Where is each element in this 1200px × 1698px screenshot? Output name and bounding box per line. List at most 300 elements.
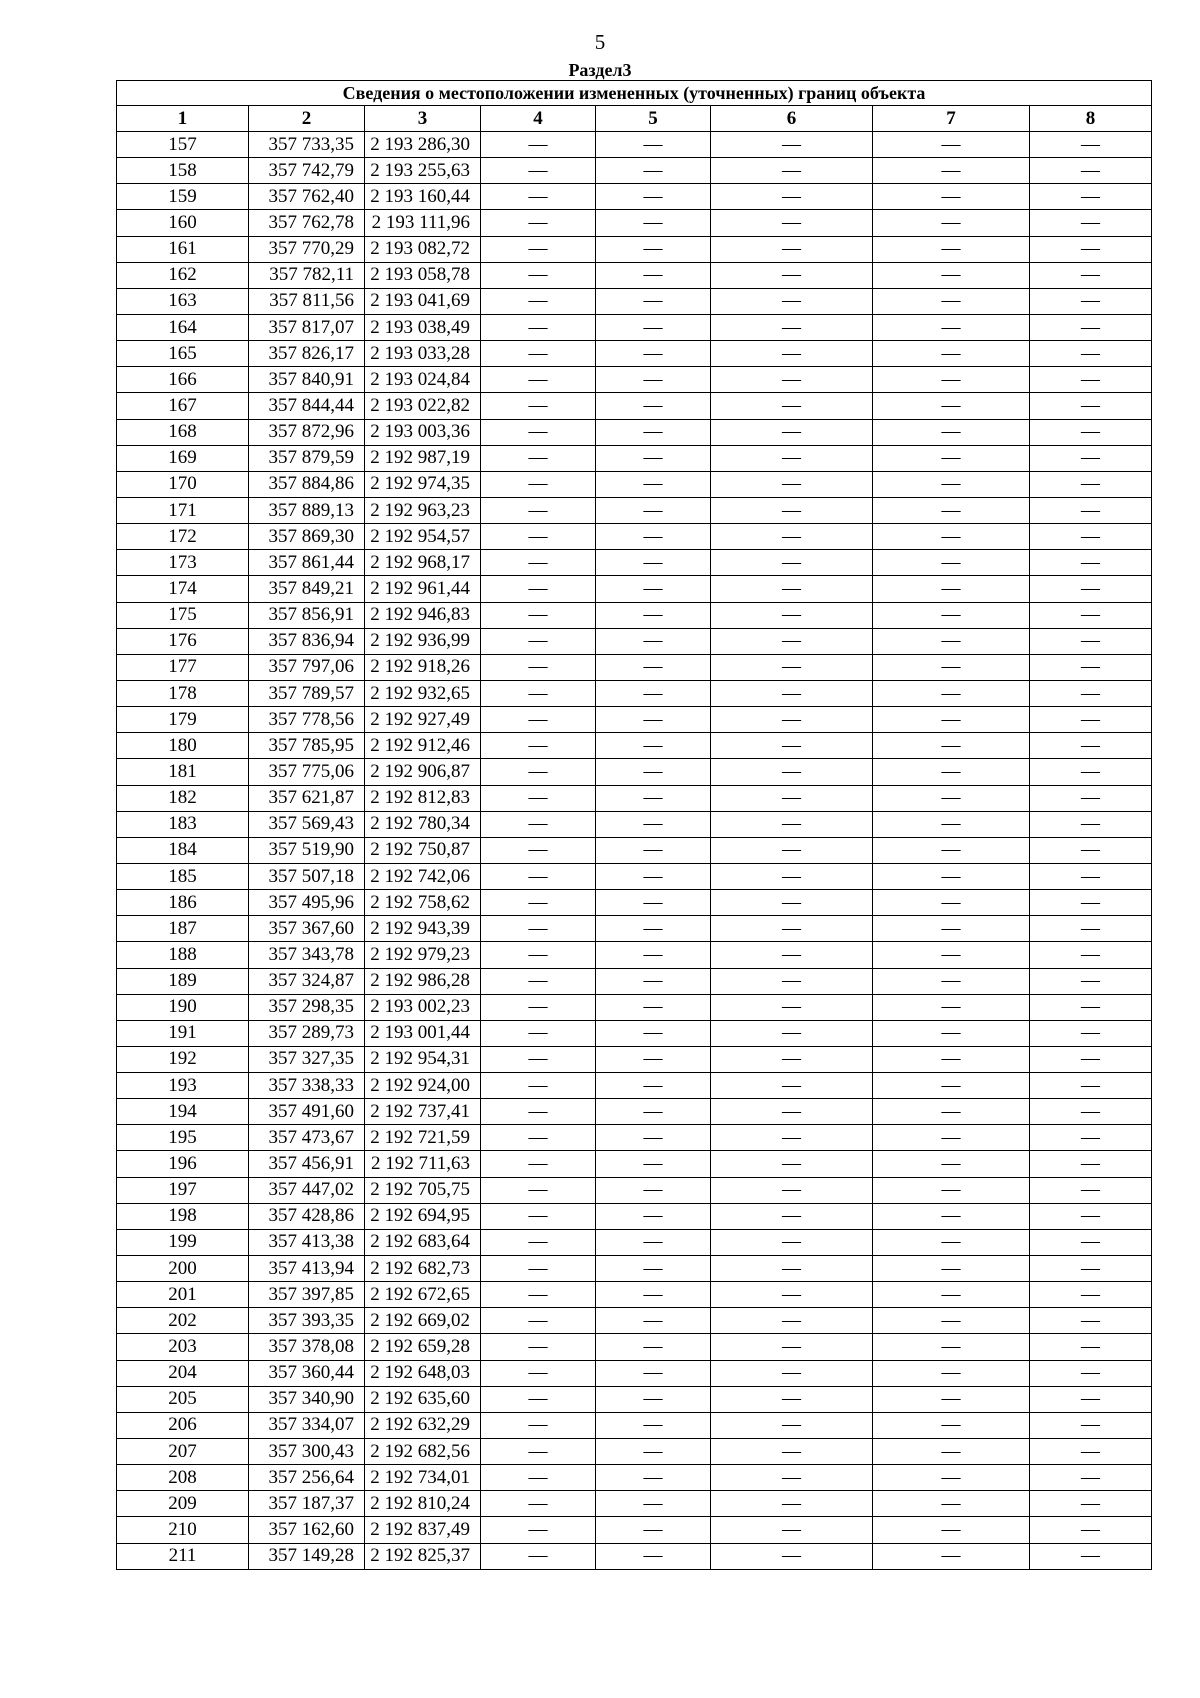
empty-mark-cell: —	[711, 837, 873, 863]
table-row	[117, 1282, 1152, 1308]
empty-mark-cell: —	[711, 524, 873, 550]
table-row	[117, 1386, 1152, 1412]
empty-mark-cell: —	[711, 1465, 873, 1491]
empty-mark-cell: —	[873, 916, 1030, 942]
empty-mark-cell: —	[596, 497, 711, 523]
empty-mark-cell: —	[711, 1177, 873, 1203]
empty-mark-cell: —	[596, 811, 711, 837]
x-coordinate-cell: 357 872,96	[249, 419, 365, 445]
x-coordinate-cell: 357 393,35	[249, 1308, 365, 1334]
y-coordinate-cell: 2 192 721,59	[365, 1125, 481, 1151]
x-coordinate-cell: 357 836,94	[249, 628, 365, 654]
table-row	[117, 1256, 1152, 1282]
point-number-cell: 203	[117, 1334, 249, 1360]
empty-mark-cell: —	[1030, 393, 1152, 419]
empty-mark-cell: —	[873, 968, 1030, 994]
x-coordinate-cell: 357 491,60	[249, 1099, 365, 1125]
empty-mark-cell: —	[596, 1308, 711, 1334]
empty-mark-cell: —	[596, 654, 711, 680]
empty-mark-cell: —	[1030, 1334, 1152, 1360]
empty-mark-cell: —	[596, 1099, 711, 1125]
x-coordinate-cell: 357 519,90	[249, 837, 365, 863]
x-coordinate-cell: 357 507,18	[249, 863, 365, 889]
y-coordinate-cell: 2 193 255,63	[365, 158, 481, 184]
x-coordinate-cell: 357 360,44	[249, 1360, 365, 1386]
empty-mark-cell: —	[1030, 471, 1152, 497]
point-number-cell: 181	[117, 759, 249, 785]
empty-mark-cell: —	[481, 576, 596, 602]
empty-mark-cell: —	[596, 210, 711, 236]
empty-mark-cell: —	[481, 158, 596, 184]
empty-mark-cell: —	[873, 1151, 1030, 1177]
empty-mark-cell: —	[596, 1125, 711, 1151]
empty-mark-cell: —	[711, 733, 873, 759]
empty-mark-cell: —	[481, 654, 596, 680]
table-row	[117, 236, 1152, 262]
empty-mark-cell: —	[711, 288, 873, 314]
empty-mark-cell: —	[1030, 811, 1152, 837]
point-number-cell: 200	[117, 1256, 249, 1282]
x-coordinate-cell: 357 733,35	[249, 132, 365, 158]
point-number-cell: 207	[117, 1439, 249, 1465]
empty-mark-cell: —	[873, 1517, 1030, 1543]
empty-mark-cell: —	[596, 288, 711, 314]
point-number-cell: 173	[117, 550, 249, 576]
empty-mark-cell: —	[1030, 419, 1152, 445]
table-row	[117, 1046, 1152, 1072]
table-row	[117, 367, 1152, 393]
x-coordinate-cell: 357 300,43	[249, 1439, 365, 1465]
empty-mark-cell: —	[873, 837, 1030, 863]
empty-mark-cell: —	[1030, 236, 1152, 262]
point-number-cell: 177	[117, 654, 249, 680]
coordinates-table	[116, 80, 1152, 1570]
table-row	[117, 524, 1152, 550]
empty-mark-cell: —	[596, 1282, 711, 1308]
empty-mark-cell: —	[596, 1177, 711, 1203]
empty-mark-cell: —	[481, 1386, 596, 1412]
y-coordinate-cell: 2 192 974,35	[365, 471, 481, 497]
y-coordinate-cell: 2 192 734,01	[365, 1465, 481, 1491]
empty-mark-cell: —	[481, 341, 596, 367]
y-coordinate-cell: 2 193 003,36	[365, 419, 481, 445]
empty-mark-cell: —	[481, 1256, 596, 1282]
empty-mark-cell: —	[596, 680, 711, 706]
empty-mark-cell: —	[481, 707, 596, 733]
empty-mark-cell: —	[1030, 1465, 1152, 1491]
empty-mark-cell: —	[1030, 445, 1152, 471]
empty-mark-cell: —	[1030, 550, 1152, 576]
x-coordinate-cell: 357 840,91	[249, 367, 365, 393]
empty-mark-cell: —	[1030, 968, 1152, 994]
empty-mark-cell: —	[711, 1491, 873, 1517]
y-coordinate-cell: 2 193 160,44	[365, 184, 481, 210]
point-number-cell: 201	[117, 1282, 249, 1308]
empty-mark-cell: —	[873, 1491, 1030, 1517]
table-caption: Сведения о местоположении измененных (уточненных) границ объекта	[117, 81, 1152, 106]
y-coordinate-cell: 2 193 038,49	[365, 314, 481, 340]
y-coordinate-cell: 2 192 683,64	[365, 1229, 481, 1255]
empty-mark-cell: —	[596, 1412, 711, 1438]
point-number-cell: 190	[117, 994, 249, 1020]
x-coordinate-cell: 357 826,17	[249, 341, 365, 367]
empty-mark-cell: —	[1030, 1360, 1152, 1386]
empty-mark-cell: —	[711, 419, 873, 445]
empty-mark-cell: —	[711, 184, 873, 210]
empty-mark-cell: —	[1030, 132, 1152, 158]
empty-mark-cell: —	[873, 471, 1030, 497]
point-number-cell: 188	[117, 942, 249, 968]
empty-mark-cell: —	[873, 288, 1030, 314]
y-coordinate-cell: 2 192 635,60	[365, 1386, 481, 1412]
empty-mark-cell: —	[596, 707, 711, 733]
table-row	[117, 1334, 1152, 1360]
empty-mark-cell: —	[711, 916, 873, 942]
empty-mark-cell: —	[596, 576, 711, 602]
empty-mark-cell: —	[596, 1517, 711, 1543]
empty-mark-cell: —	[873, 707, 1030, 733]
empty-mark-cell: —	[481, 236, 596, 262]
x-coordinate-cell: 357 413,38	[249, 1229, 365, 1255]
x-coordinate-cell: 357 889,13	[249, 497, 365, 523]
empty-mark-cell: —	[1030, 890, 1152, 916]
table-row	[117, 759, 1152, 785]
y-coordinate-cell: 2 193 024,84	[365, 367, 481, 393]
empty-mark-cell: —	[1030, 1491, 1152, 1517]
empty-mark-cell: —	[873, 367, 1030, 393]
table-body	[117, 132, 1152, 1570]
empty-mark-cell: —	[596, 314, 711, 340]
empty-mark-cell: —	[873, 1308, 1030, 1334]
empty-mark-cell: —	[711, 1229, 873, 1255]
y-coordinate-cell: 2 192 682,56	[365, 1439, 481, 1465]
empty-mark-cell: —	[873, 1256, 1030, 1282]
point-number-cell: 176	[117, 628, 249, 654]
point-number-cell: 202	[117, 1308, 249, 1334]
empty-mark-cell: —	[873, 1203, 1030, 1229]
empty-mark-cell: —	[873, 1439, 1030, 1465]
empty-mark-cell: —	[711, 132, 873, 158]
empty-mark-cell: —	[873, 445, 1030, 471]
y-coordinate-cell: 2 192 912,46	[365, 733, 481, 759]
point-number-cell: 211	[117, 1543, 249, 1569]
empty-mark-cell: —	[711, 393, 873, 419]
empty-mark-cell: —	[1030, 785, 1152, 811]
empty-mark-cell: —	[1030, 1308, 1152, 1334]
table-row	[117, 1465, 1152, 1491]
x-coordinate-cell: 357 378,08	[249, 1334, 365, 1360]
empty-mark-cell: —	[873, 654, 1030, 680]
point-number-cell: 169	[117, 445, 249, 471]
table-row	[117, 1439, 1152, 1465]
point-number-cell: 178	[117, 680, 249, 706]
point-number-cell: 206	[117, 1412, 249, 1438]
empty-mark-cell: —	[596, 132, 711, 158]
empty-mark-cell: —	[711, 550, 873, 576]
empty-mark-cell: —	[1030, 837, 1152, 863]
y-coordinate-cell: 2 192 979,23	[365, 942, 481, 968]
empty-mark-cell: —	[481, 367, 596, 393]
empty-mark-cell: —	[711, 1203, 873, 1229]
empty-mark-cell: —	[711, 314, 873, 340]
x-coordinate-cell: 357 162,60	[249, 1517, 365, 1543]
y-coordinate-cell: 2 192 954,31	[365, 1046, 481, 1072]
y-coordinate-cell: 2 192 837,49	[365, 1517, 481, 1543]
empty-mark-cell: —	[711, 1412, 873, 1438]
x-coordinate-cell: 357 149,28	[249, 1543, 365, 1569]
empty-mark-cell: —	[596, 1151, 711, 1177]
column-header: 3	[365, 106, 481, 132]
empty-mark-cell: —	[481, 445, 596, 471]
empty-mark-cell: —	[873, 890, 1030, 916]
point-number-cell: 208	[117, 1465, 249, 1491]
empty-mark-cell: —	[596, 837, 711, 863]
empty-mark-cell: —	[596, 471, 711, 497]
empty-mark-cell: —	[481, 680, 596, 706]
empty-mark-cell: —	[481, 132, 596, 158]
empty-mark-cell: —	[596, 1439, 711, 1465]
x-coordinate-cell: 357 844,44	[249, 393, 365, 419]
table-row	[117, 393, 1152, 419]
empty-mark-cell: —	[1030, 262, 1152, 288]
table-row	[117, 471, 1152, 497]
empty-mark-cell: —	[481, 1282, 596, 1308]
y-coordinate-cell: 2 192 705,75	[365, 1177, 481, 1203]
point-number-cell: 159	[117, 184, 249, 210]
x-coordinate-cell: 357 621,87	[249, 785, 365, 811]
x-coordinate-cell: 357 367,60	[249, 916, 365, 942]
empty-mark-cell: —	[481, 1412, 596, 1438]
table-row	[117, 288, 1152, 314]
empty-mark-cell: —	[873, 341, 1030, 367]
x-coordinate-cell: 357 569,43	[249, 811, 365, 837]
empty-mark-cell: —	[596, 733, 711, 759]
table-row	[117, 994, 1152, 1020]
point-number-cell: 170	[117, 471, 249, 497]
table-row	[117, 1177, 1152, 1203]
empty-mark-cell: —	[873, 1125, 1030, 1151]
empty-mark-cell: —	[596, 1465, 711, 1491]
x-coordinate-cell: 357 789,57	[249, 680, 365, 706]
empty-mark-cell: —	[481, 1203, 596, 1229]
empty-mark-cell: —	[596, 445, 711, 471]
point-number-cell: 166	[117, 367, 249, 393]
empty-mark-cell: —	[1030, 1020, 1152, 1046]
table-row	[117, 1543, 1152, 1569]
y-coordinate-cell: 2 193 041,69	[365, 288, 481, 314]
empty-mark-cell: —	[596, 184, 711, 210]
table-row	[117, 811, 1152, 837]
y-coordinate-cell: 2 192 672,65	[365, 1282, 481, 1308]
y-coordinate-cell: 2 192 924,00	[365, 1073, 481, 1099]
empty-mark-cell: —	[481, 890, 596, 916]
table-row	[117, 341, 1152, 367]
empty-mark-cell: —	[711, 680, 873, 706]
empty-mark-cell: —	[873, 1465, 1030, 1491]
empty-mark-cell: —	[481, 785, 596, 811]
table-row	[117, 602, 1152, 628]
y-coordinate-cell: 2 192 632,29	[365, 1412, 481, 1438]
empty-mark-cell: —	[711, 1099, 873, 1125]
empty-mark-cell: —	[481, 210, 596, 236]
empty-mark-cell: —	[596, 158, 711, 184]
empty-mark-cell: —	[873, 628, 1030, 654]
empty-mark-cell: —	[1030, 1282, 1152, 1308]
x-coordinate-cell: 357 340,90	[249, 1386, 365, 1412]
empty-mark-cell: —	[711, 602, 873, 628]
y-coordinate-cell: 2 193 033,28	[365, 341, 481, 367]
point-number-cell: 179	[117, 707, 249, 733]
empty-mark-cell: —	[1030, 733, 1152, 759]
column-header: 5	[596, 106, 711, 132]
y-coordinate-cell: 2 192 742,06	[365, 863, 481, 889]
empty-mark-cell: —	[481, 497, 596, 523]
y-coordinate-cell: 2 192 943,39	[365, 916, 481, 942]
empty-mark-cell: —	[1030, 707, 1152, 733]
empty-mark-cell: —	[1030, 158, 1152, 184]
y-coordinate-cell: 2 193 022,82	[365, 393, 481, 419]
empty-mark-cell: —	[481, 1125, 596, 1151]
empty-mark-cell: —	[596, 1491, 711, 1517]
empty-mark-cell: —	[711, 785, 873, 811]
x-coordinate-cell: 357 856,91	[249, 602, 365, 628]
table-row	[117, 184, 1152, 210]
point-number-cell: 162	[117, 262, 249, 288]
empty-mark-cell: —	[711, 576, 873, 602]
column-header: 4	[481, 106, 596, 132]
table-row	[117, 707, 1152, 733]
empty-mark-cell: —	[711, 968, 873, 994]
empty-mark-cell: —	[596, 1203, 711, 1229]
y-coordinate-cell: 2 193 058,78	[365, 262, 481, 288]
empty-mark-cell: —	[873, 1073, 1030, 1099]
empty-mark-cell: —	[1030, 1046, 1152, 1072]
empty-mark-cell: —	[481, 994, 596, 1020]
y-coordinate-cell: 2 192 648,03	[365, 1360, 481, 1386]
table-row	[117, 733, 1152, 759]
empty-mark-cell: —	[711, 341, 873, 367]
empty-mark-cell: —	[1030, 1099, 1152, 1125]
empty-mark-cell: —	[873, 393, 1030, 419]
point-number-cell: 209	[117, 1491, 249, 1517]
empty-mark-cell: —	[873, 132, 1030, 158]
x-coordinate-cell: 357 879,59	[249, 445, 365, 471]
table-row	[117, 1125, 1152, 1151]
empty-mark-cell: —	[481, 602, 596, 628]
empty-mark-cell: —	[596, 1334, 711, 1360]
y-coordinate-cell: 2 192 986,28	[365, 968, 481, 994]
table-row	[117, 1151, 1152, 1177]
y-coordinate-cell: 2 192 694,95	[365, 1203, 481, 1229]
empty-mark-cell: —	[711, 210, 873, 236]
empty-mark-cell: —	[1030, 1439, 1152, 1465]
table-row	[117, 890, 1152, 916]
empty-mark-cell: —	[596, 602, 711, 628]
column-header: 7	[873, 106, 1030, 132]
empty-mark-cell: —	[873, 785, 1030, 811]
empty-mark-cell: —	[873, 419, 1030, 445]
empty-mark-cell: —	[1030, 1517, 1152, 1543]
x-coordinate-cell: 357 785,95	[249, 733, 365, 759]
column-header: 8	[1030, 106, 1152, 132]
x-coordinate-cell: 357 428,86	[249, 1203, 365, 1229]
table-row	[117, 445, 1152, 471]
empty-mark-cell: —	[481, 1465, 596, 1491]
empty-mark-cell: —	[873, 733, 1030, 759]
empty-mark-cell: —	[596, 942, 711, 968]
point-number-cell: 165	[117, 341, 249, 367]
empty-mark-cell: —	[596, 1543, 711, 1569]
empty-mark-cell: —	[596, 785, 711, 811]
empty-mark-cell: —	[873, 1177, 1030, 1203]
point-number-cell: 194	[117, 1099, 249, 1125]
table-row	[117, 132, 1152, 158]
y-coordinate-cell: 2 192 987,19	[365, 445, 481, 471]
empty-mark-cell: —	[1030, 341, 1152, 367]
empty-mark-cell: —	[481, 968, 596, 994]
point-number-cell: 164	[117, 314, 249, 340]
column-header: 6	[711, 106, 873, 132]
x-coordinate-cell: 357 495,96	[249, 890, 365, 916]
point-number-cell: 183	[117, 811, 249, 837]
y-coordinate-cell: 2 192 758,62	[365, 890, 481, 916]
table-caption-row	[117, 81, 1152, 106]
y-coordinate-cell: 2 192 906,87	[365, 759, 481, 785]
table-row	[117, 1412, 1152, 1438]
x-coordinate-cell: 357 849,21	[249, 576, 365, 602]
empty-mark-cell: —	[711, 1439, 873, 1465]
empty-mark-cell: —	[1030, 1151, 1152, 1177]
empty-mark-cell: —	[873, 1229, 1030, 1255]
column-header: 1	[117, 106, 249, 132]
empty-mark-cell: —	[596, 367, 711, 393]
empty-mark-cell: —	[873, 863, 1030, 889]
empty-mark-cell: —	[1030, 524, 1152, 550]
empty-mark-cell: —	[873, 1020, 1030, 1046]
empty-mark-cell: —	[481, 1334, 596, 1360]
empty-mark-cell: —	[596, 1046, 711, 1072]
empty-mark-cell: —	[711, 1543, 873, 1569]
empty-mark-cell: —	[481, 733, 596, 759]
x-coordinate-cell: 357 797,06	[249, 654, 365, 680]
empty-mark-cell: —	[481, 916, 596, 942]
y-coordinate-cell: 2 192 810,24	[365, 1491, 481, 1517]
x-coordinate-cell: 357 770,29	[249, 236, 365, 262]
table-row	[117, 158, 1152, 184]
y-coordinate-cell: 2 193 082,72	[365, 236, 481, 262]
table-row	[117, 1491, 1152, 1517]
point-number-cell: 160	[117, 210, 249, 236]
empty-mark-cell: —	[596, 393, 711, 419]
empty-mark-cell: —	[481, 942, 596, 968]
table-row	[117, 654, 1152, 680]
table-row	[117, 1517, 1152, 1543]
point-number-cell: 196	[117, 1151, 249, 1177]
table-row	[117, 1229, 1152, 1255]
empty-mark-cell: —	[873, 576, 1030, 602]
empty-mark-cell: —	[1030, 497, 1152, 523]
empty-mark-cell: —	[873, 236, 1030, 262]
x-coordinate-cell: 357 289,73	[249, 1020, 365, 1046]
x-coordinate-cell: 357 775,06	[249, 759, 365, 785]
empty-mark-cell: —	[481, 837, 596, 863]
y-coordinate-cell: 2 192 682,73	[365, 1256, 481, 1282]
y-coordinate-cell: 2 193 002,23	[365, 994, 481, 1020]
empty-mark-cell: —	[873, 1282, 1030, 1308]
empty-mark-cell: —	[596, 524, 711, 550]
empty-mark-cell: —	[873, 1543, 1030, 1569]
y-coordinate-cell: 2 192 932,65	[365, 680, 481, 706]
